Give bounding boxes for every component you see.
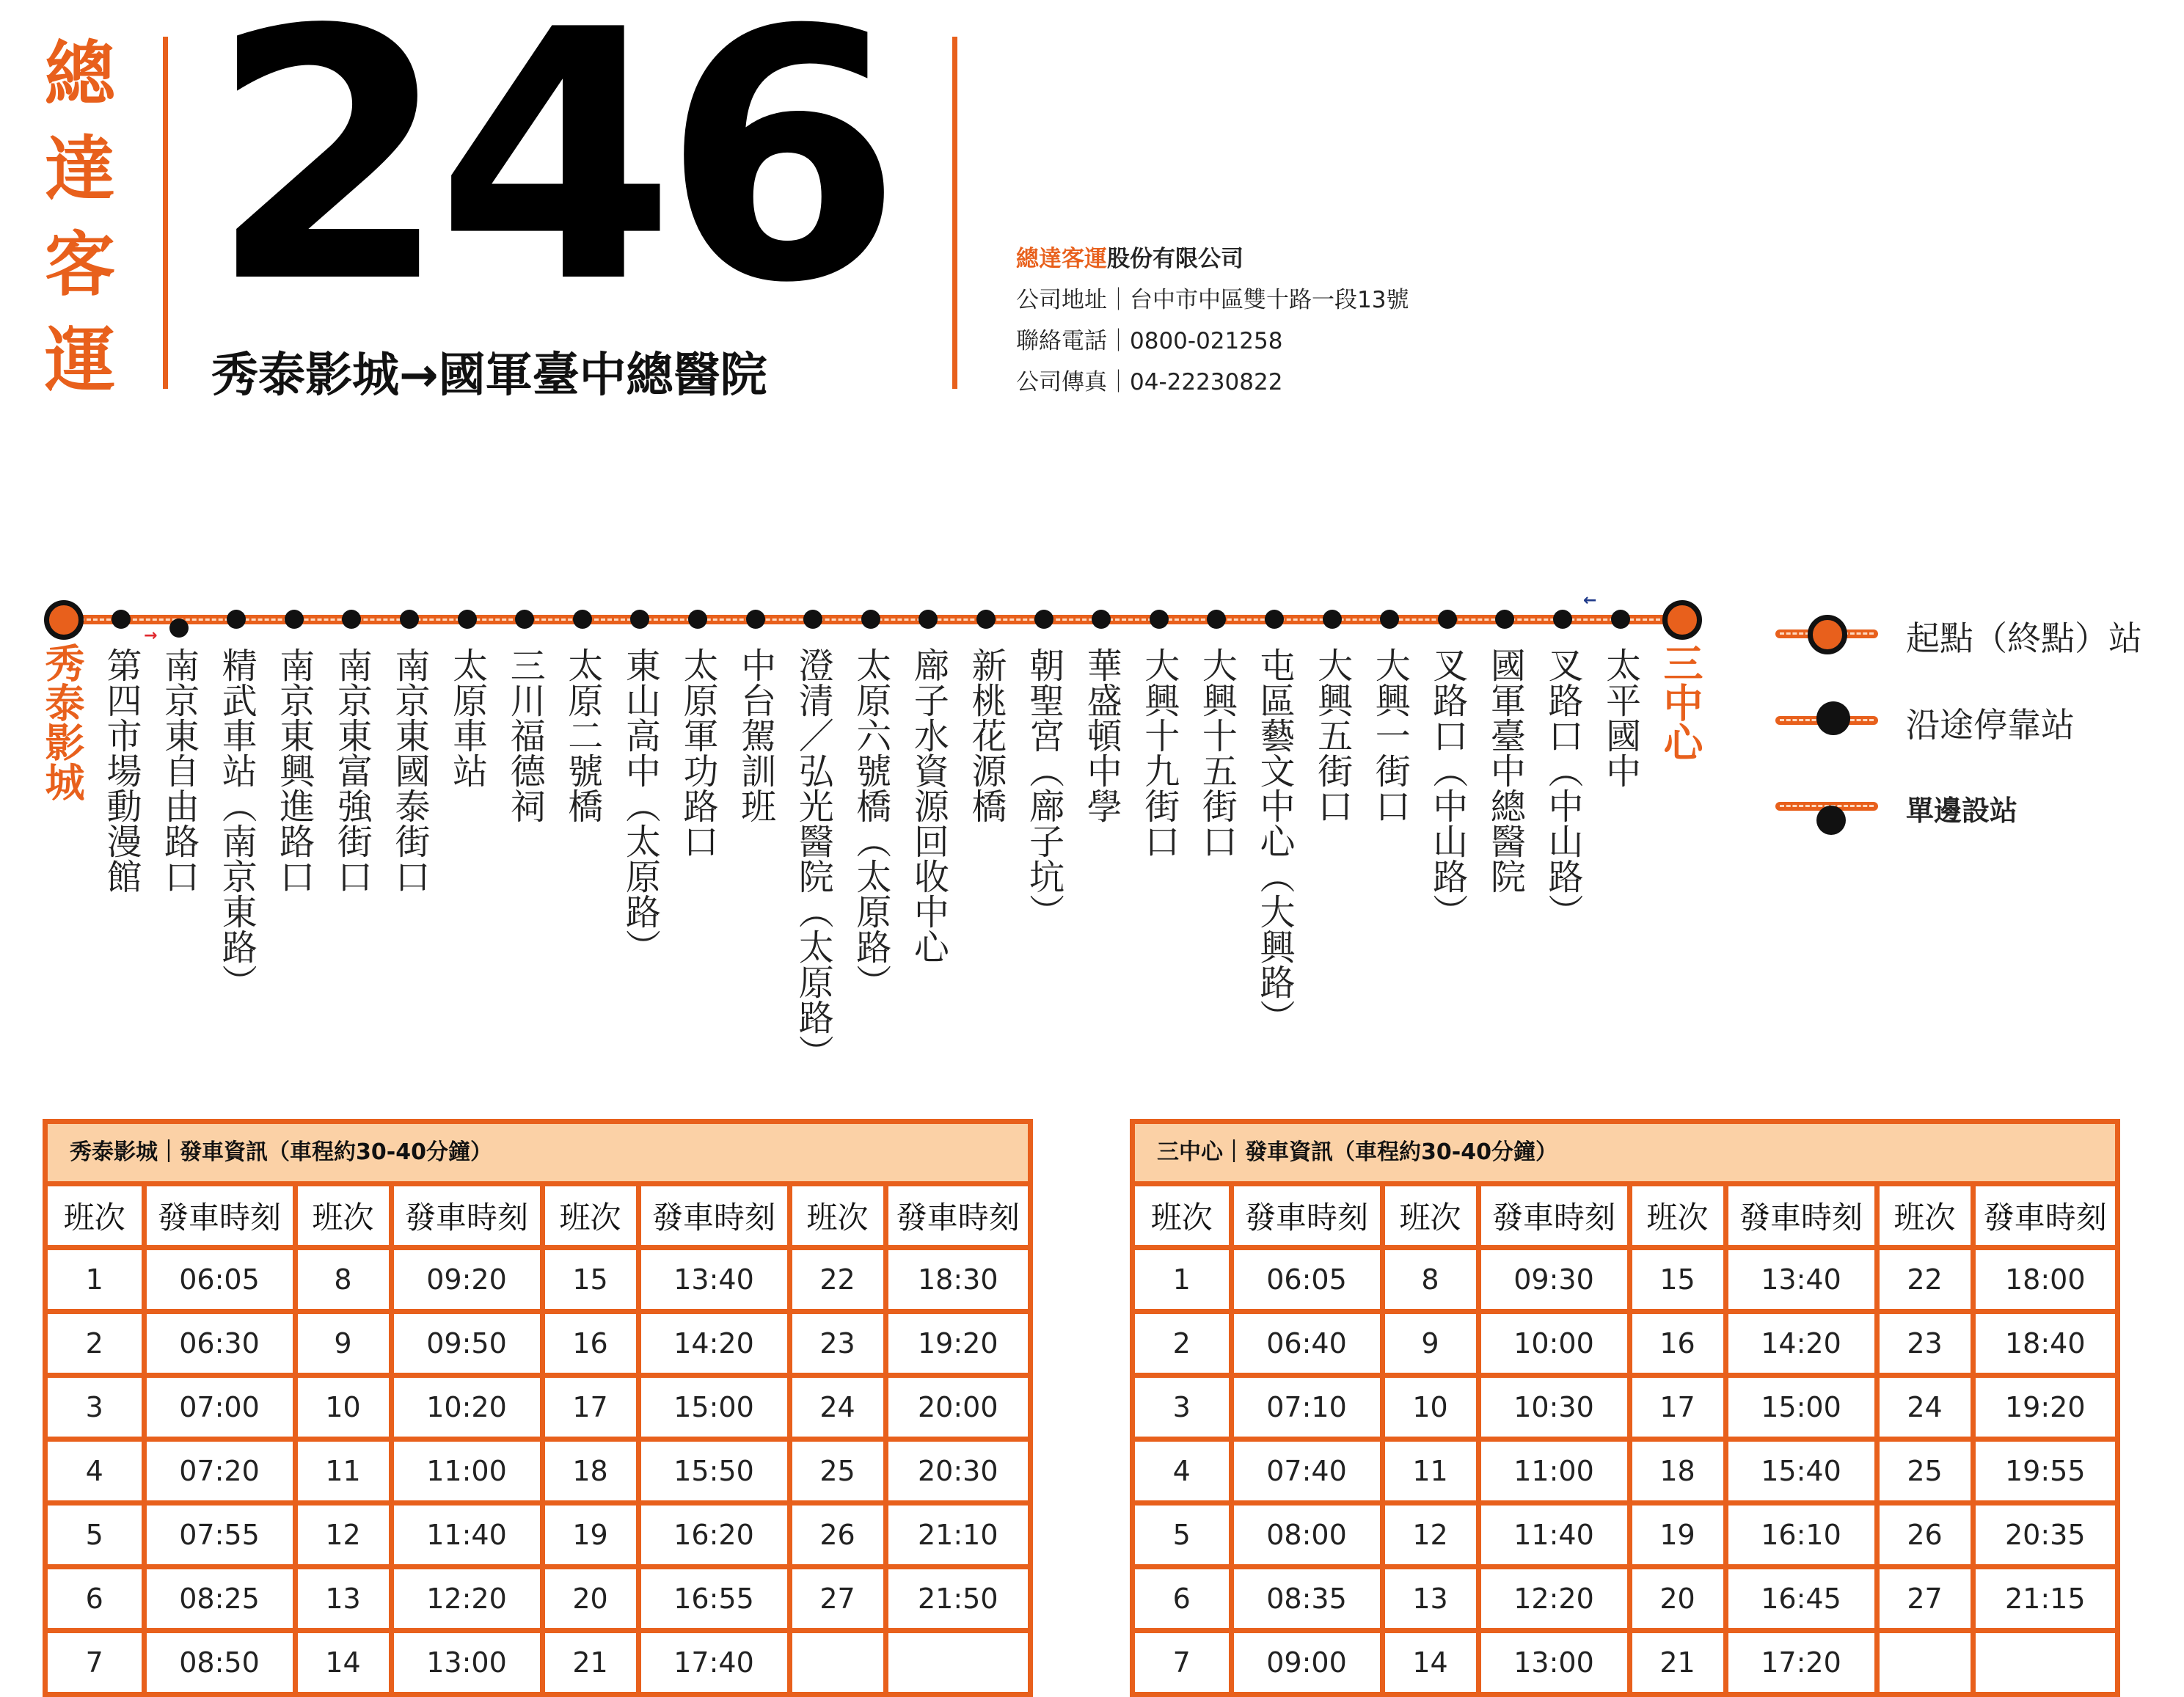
- table-row: [1135, 1631, 2115, 1693]
- stop-name: 精武車站（南京東路）: [216, 647, 258, 999]
- stop-dot: [918, 610, 938, 629]
- timetable-grid: [1135, 1186, 2115, 1692]
- stop-name: 大興一街口: [1369, 647, 1411, 823]
- departure-time-cell: 20:35: [1973, 1503, 2115, 1567]
- stop-dot: [515, 610, 534, 629]
- departure-time-cell: 19:55: [1973, 1439, 2115, 1503]
- col-header-time: 發車時刻: [638, 1186, 789, 1248]
- stop-dot: [976, 610, 996, 629]
- stop-name: 南京東自由路口: [158, 647, 200, 894]
- end-terminal-name: 三中心: [1657, 643, 1703, 762]
- departure-time-cell: 07:55: [144, 1503, 295, 1567]
- stop-name: 太原軍功路口: [677, 647, 718, 858]
- trip-number-cell: 27: [789, 1567, 885, 1631]
- trip-number-cell: 7: [1135, 1631, 1231, 1693]
- departure-time-cell: 14:20: [638, 1312, 789, 1376]
- departure-time-cell: 12:20: [391, 1567, 542, 1631]
- departure-time-cell: 07:40: [1231, 1439, 1382, 1503]
- trip-number-cell: 6: [1135, 1567, 1231, 1631]
- trip-number-cell: 2: [48, 1312, 144, 1376]
- trip-number-cell: 23: [1877, 1312, 1973, 1376]
- stop-name: 叉路口（中山路）: [1542, 647, 1583, 929]
- brand-vertical-name: 總達客運: [45, 33, 115, 401]
- departure-time-cell: 07:20: [144, 1439, 295, 1503]
- departure-time-cell: 09:20: [391, 1248, 542, 1312]
- stop-name: 大興十五街口: [1196, 647, 1238, 858]
- trip-number-cell: 15: [1629, 1248, 1725, 1312]
- stop-name: 太原六號橋（太原路）: [850, 647, 891, 999]
- stop-dot: [1323, 610, 1342, 629]
- stop-name: 大興五街口: [1311, 647, 1353, 823]
- legend-one-side-label: 單邊設站: [1906, 795, 2018, 827]
- departure-time-cell: 21:15: [1973, 1567, 2115, 1631]
- legend-one-side-dot: [1816, 806, 1846, 835]
- trip-number-cell: 19: [1629, 1503, 1725, 1567]
- departure-time-cell: 09:30: [1478, 1248, 1629, 1312]
- col-header-trip: 班次: [295, 1186, 391, 1248]
- col-header-trip: 班次: [1382, 1186, 1478, 1248]
- trip-number-cell: 4: [48, 1439, 144, 1503]
- end-terminal-dot: [1662, 600, 1702, 640]
- trip-number-cell: 8: [1382, 1248, 1478, 1312]
- table-row: [1135, 1376, 2115, 1439]
- departure-time-cell: 08:50: [144, 1631, 295, 1693]
- trip-number-cell: 19: [542, 1503, 638, 1567]
- departure-time-cell: 17:40: [638, 1631, 789, 1693]
- stop-name: 太平國中: [1599, 647, 1641, 788]
- departure-time-cell: 16:55: [638, 1567, 789, 1631]
- stop-dot: [688, 610, 707, 629]
- trip-number-cell: 2: [1135, 1312, 1231, 1376]
- stop-dot: [861, 610, 880, 629]
- stop-name: 屯區藝文中心（大興路）: [1254, 647, 1295, 1034]
- trip-number-cell: 16: [542, 1312, 638, 1376]
- col-header-time: 發車時刻: [1478, 1186, 1629, 1248]
- trip-number-cell: 25: [1877, 1439, 1973, 1503]
- departure-time-cell: 18:40: [1973, 1312, 2115, 1376]
- stop-name: 華盛頓中學: [1081, 647, 1122, 823]
- trip-number-cell: [789, 1631, 885, 1693]
- stop-name: 東山高中（太原路）: [619, 647, 661, 964]
- departure-time-cell: 06:05: [1231, 1248, 1382, 1312]
- stop-name: 南京東國泰街口: [389, 647, 430, 894]
- stop-name: 大興十九街口: [1138, 647, 1180, 858]
- col-header-trip: 班次: [542, 1186, 638, 1248]
- route-number: 246: [209, 0, 890, 358]
- table-row: [48, 1312, 1028, 1376]
- timetable-header-row: [48, 1186, 1028, 1248]
- departure-time-cell: 08:25: [144, 1567, 295, 1631]
- trip-number-cell: 3: [1135, 1376, 1231, 1439]
- departure-time-cell: 08:00: [1231, 1503, 1382, 1567]
- trip-number-cell: 11: [1382, 1439, 1478, 1503]
- departure-time-cell: 10:20: [391, 1376, 542, 1439]
- trip-number-cell: 13: [1382, 1567, 1478, 1631]
- stop-dot: [803, 610, 822, 629]
- stop-name: 廍子水資源回收中心: [907, 647, 949, 964]
- trip-number-cell: 20: [542, 1567, 638, 1631]
- start-terminal-name: 秀泰影城: [39, 643, 85, 801]
- timetable-header-row: [1135, 1186, 2115, 1248]
- departure-time-cell: 11:40: [391, 1503, 542, 1567]
- trip-number-cell: 20: [1629, 1567, 1725, 1631]
- departure-time-cell: 06:05: [144, 1248, 295, 1312]
- departure-time-cell: 18:00: [1973, 1248, 2115, 1312]
- stop-dot: [112, 610, 131, 629]
- company-name-rest: 股份有限公司: [1107, 246, 1243, 272]
- trip-number-cell: 5: [1135, 1503, 1231, 1567]
- col-header-trip: 班次: [1877, 1186, 1973, 1248]
- col-header-time: 發車時刻: [885, 1186, 1028, 1248]
- departure-time-cell: 06:40: [1231, 1312, 1382, 1376]
- departure-time-cell: 15:40: [1725, 1439, 1877, 1503]
- table-row: [1135, 1567, 2115, 1631]
- trip-number-cell: 15: [542, 1248, 638, 1312]
- timetable-title: 三中心｜發車資訊（車程約30-40分鐘）: [1135, 1124, 2115, 1186]
- company-address: 公司地址｜台中市中區雙十路一段13號: [1016, 287, 1409, 313]
- stop-dot: [400, 610, 419, 629]
- departure-time-cell: 08:35: [1231, 1567, 1382, 1631]
- col-header-trip: 班次: [48, 1186, 144, 1248]
- departure-time-cell: 07:00: [144, 1376, 295, 1439]
- table-row: [48, 1248, 1028, 1312]
- stop-name: 朝聖宮（廍子坑）: [1023, 647, 1064, 929]
- stop-name: 太原二號橋: [561, 647, 603, 823]
- trip-number-cell: 24: [1877, 1376, 1973, 1439]
- stop-name: 國軍臺中總醫院: [1484, 647, 1526, 894]
- table-row: [48, 1439, 1028, 1503]
- stop-dot: [1611, 610, 1630, 629]
- departure-time-cell: 10:00: [1478, 1312, 1629, 1376]
- legend-stop-dot: [1816, 701, 1850, 735]
- departure-time-cell: 20:00: [885, 1376, 1028, 1439]
- legend-stop-label: 沿途停靠站: [1906, 705, 2075, 745]
- trip-number-cell: 17: [542, 1376, 638, 1439]
- timetable-xiutai: [43, 1119, 1033, 1697]
- departure-time-cell: 17:20: [1725, 1631, 1877, 1693]
- stop-dot: [169, 618, 189, 638]
- departure-time-cell: 19:20: [1973, 1376, 2115, 1439]
- table-row: [1135, 1312, 2115, 1376]
- stop-dot: [342, 610, 361, 629]
- departure-time-cell: 09:50: [391, 1312, 542, 1376]
- company-info: [1016, 238, 1409, 403]
- trip-number-cell: 22: [1877, 1248, 1973, 1312]
- col-header-time: 發車時刻: [391, 1186, 542, 1248]
- stop-dot: [1207, 610, 1226, 629]
- trip-number-cell: 27: [1877, 1567, 1973, 1631]
- timetable-grid: [48, 1186, 1028, 1692]
- stop-name: 三川福德祠: [504, 647, 546, 823]
- departure-time-cell: [1973, 1631, 2115, 1693]
- departure-time-cell: 18:30: [885, 1248, 1028, 1312]
- start-terminal-dot: [44, 600, 84, 640]
- trip-number-cell: 10: [295, 1376, 391, 1439]
- departure-time-cell: 15:00: [638, 1376, 789, 1439]
- legend-terminal-dot: [1808, 615, 1847, 654]
- trip-number-cell: 13: [295, 1567, 391, 1631]
- col-header-trip: 班次: [1629, 1186, 1725, 1248]
- route-direction: 秀泰影城→國軍臺中總醫院: [211, 348, 767, 403]
- trip-number-cell: 5: [48, 1503, 144, 1567]
- trip-number-cell: 1: [1135, 1248, 1231, 1312]
- departure-time-cell: 09:00: [1231, 1631, 1382, 1693]
- trip-number-cell: 12: [295, 1503, 391, 1567]
- col-header-time: 發車時刻: [1973, 1186, 2115, 1248]
- trip-number-cell: 18: [542, 1439, 638, 1503]
- departure-time-cell: 12:20: [1478, 1567, 1629, 1631]
- trip-number-cell: 14: [295, 1631, 391, 1693]
- departure-time-cell: 16:45: [1725, 1567, 1877, 1631]
- table-row: [1135, 1439, 2115, 1503]
- table-row: [1135, 1503, 2115, 1567]
- stop-dot: [227, 610, 246, 629]
- departure-time-cell: 13:00: [1478, 1631, 1629, 1693]
- table-row: [1135, 1248, 2115, 1312]
- departure-time-cell: 14:20: [1725, 1312, 1877, 1376]
- departure-time-cell: 13:40: [1725, 1248, 1877, 1312]
- stop-dot: [1380, 610, 1399, 629]
- departure-time-cell: 15:50: [638, 1439, 789, 1503]
- company-name: [1016, 238, 1409, 280]
- arrow-left-icon: ←: [1583, 591, 1597, 610]
- stop-dot: [1495, 610, 1514, 629]
- trip-number-cell: 9: [1382, 1312, 1478, 1376]
- trip-number-cell: 4: [1135, 1439, 1231, 1503]
- trip-number-cell: 6: [48, 1567, 144, 1631]
- stop-name: 澄清／弘光醫院（太原路）: [792, 647, 834, 1070]
- stop-name: 中台駕訓班: [734, 647, 776, 823]
- trip-number-cell: 23: [789, 1312, 885, 1376]
- trip-number-cell: 9: [295, 1312, 391, 1376]
- stop-dot: [1438, 610, 1457, 629]
- trip-number-cell: 3: [48, 1376, 144, 1439]
- stop-name: 南京東興進路口: [273, 647, 315, 894]
- departure-time-cell: 19:20: [885, 1312, 1028, 1376]
- table-row: [48, 1631, 1028, 1693]
- departure-time-cell: 11:40: [1478, 1503, 1629, 1567]
- departure-time-cell: 13:00: [391, 1631, 542, 1693]
- table-row: [48, 1376, 1028, 1439]
- stop-name: 太原車站: [446, 647, 488, 788]
- departure-time-cell: 21:10: [885, 1503, 1028, 1567]
- trip-number-cell: 25: [789, 1439, 885, 1503]
- stop-dot: [1265, 610, 1284, 629]
- departure-time-cell: 11:00: [391, 1439, 542, 1503]
- departure-time-cell: 20:30: [885, 1439, 1028, 1503]
- stop-dot: [573, 610, 592, 629]
- departure-time-cell: 10:30: [1478, 1376, 1629, 1439]
- trip-number-cell: 11: [295, 1439, 391, 1503]
- trip-number-cell: 10: [1382, 1376, 1478, 1439]
- trip-number-cell: 24: [789, 1376, 885, 1439]
- departure-time-cell: 21:50: [885, 1567, 1028, 1631]
- company-phone: 聯絡電話｜0800-021258: [1016, 328, 1283, 354]
- stop-dot: [458, 610, 477, 629]
- stop-dot: [285, 610, 304, 629]
- company-name-accent: 總達客運: [1016, 246, 1107, 272]
- company-fax: 公司傳真｜04-22230822: [1016, 369, 1283, 395]
- stop-dot: [1092, 610, 1111, 629]
- header-divider-right: [952, 37, 957, 389]
- trip-number-cell: 22: [789, 1248, 885, 1312]
- departure-time-cell: 16:10: [1725, 1503, 1877, 1567]
- trip-number-cell: 8: [295, 1248, 391, 1312]
- table-row: [48, 1503, 1028, 1567]
- stop-name: 南京東富強街口: [331, 647, 373, 894]
- departure-time-cell: [885, 1631, 1028, 1693]
- trip-number-cell: 26: [789, 1503, 885, 1567]
- timetable-title: 秀泰影城｜發車資訊（車程約30-40分鐘）: [48, 1124, 1028, 1186]
- header-divider-left: [163, 37, 168, 389]
- trip-number-cell: [1877, 1631, 1973, 1693]
- col-header-time: 發車時刻: [1231, 1186, 1382, 1248]
- col-header-trip: 班次: [789, 1186, 885, 1248]
- trip-number-cell: 1: [48, 1248, 144, 1312]
- trip-number-cell: 17: [1629, 1376, 1725, 1439]
- table-row: [48, 1567, 1028, 1631]
- trip-number-cell: 18: [1629, 1439, 1725, 1503]
- departure-time-cell: 06:30: [144, 1312, 295, 1376]
- col-header-time: 發車時刻: [1725, 1186, 1877, 1248]
- timetable-sanzhongxin: [1130, 1119, 2120, 1697]
- stop-dot: [630, 610, 649, 629]
- stop-name: 叉路口（中山路）: [1426, 647, 1468, 929]
- col-header-time: 發車時刻: [144, 1186, 295, 1248]
- departure-time-cell: 13:40: [638, 1248, 789, 1312]
- col-header-trip: 班次: [1135, 1186, 1231, 1248]
- departure-time-cell: 15:00: [1725, 1376, 1877, 1439]
- trip-number-cell: 16: [1629, 1312, 1725, 1376]
- trip-number-cell: 21: [1629, 1631, 1725, 1693]
- stop-dot: [1150, 610, 1169, 629]
- trip-number-cell: 21: [542, 1631, 638, 1693]
- departure-time-cell: 11:00: [1478, 1439, 1629, 1503]
- stop-name: 新桃花源橋: [965, 647, 1007, 823]
- stop-dot: [1553, 610, 1572, 629]
- trip-number-cell: 12: [1382, 1503, 1478, 1567]
- departure-time-cell: 16:20: [638, 1503, 789, 1567]
- trip-number-cell: 26: [1877, 1503, 1973, 1567]
- stop-dot: [746, 610, 765, 629]
- departure-time-cell: 07:10: [1231, 1376, 1382, 1439]
- trip-number-cell: 7: [48, 1631, 144, 1693]
- trip-number-cell: 14: [1382, 1631, 1478, 1693]
- stop-name: 第四市場動漫館: [101, 647, 142, 894]
- arrow-right-icon: →: [144, 627, 158, 645]
- stop-dot: [1034, 610, 1053, 629]
- legend-terminal-label: 起點（終點）站: [1906, 618, 2142, 658]
